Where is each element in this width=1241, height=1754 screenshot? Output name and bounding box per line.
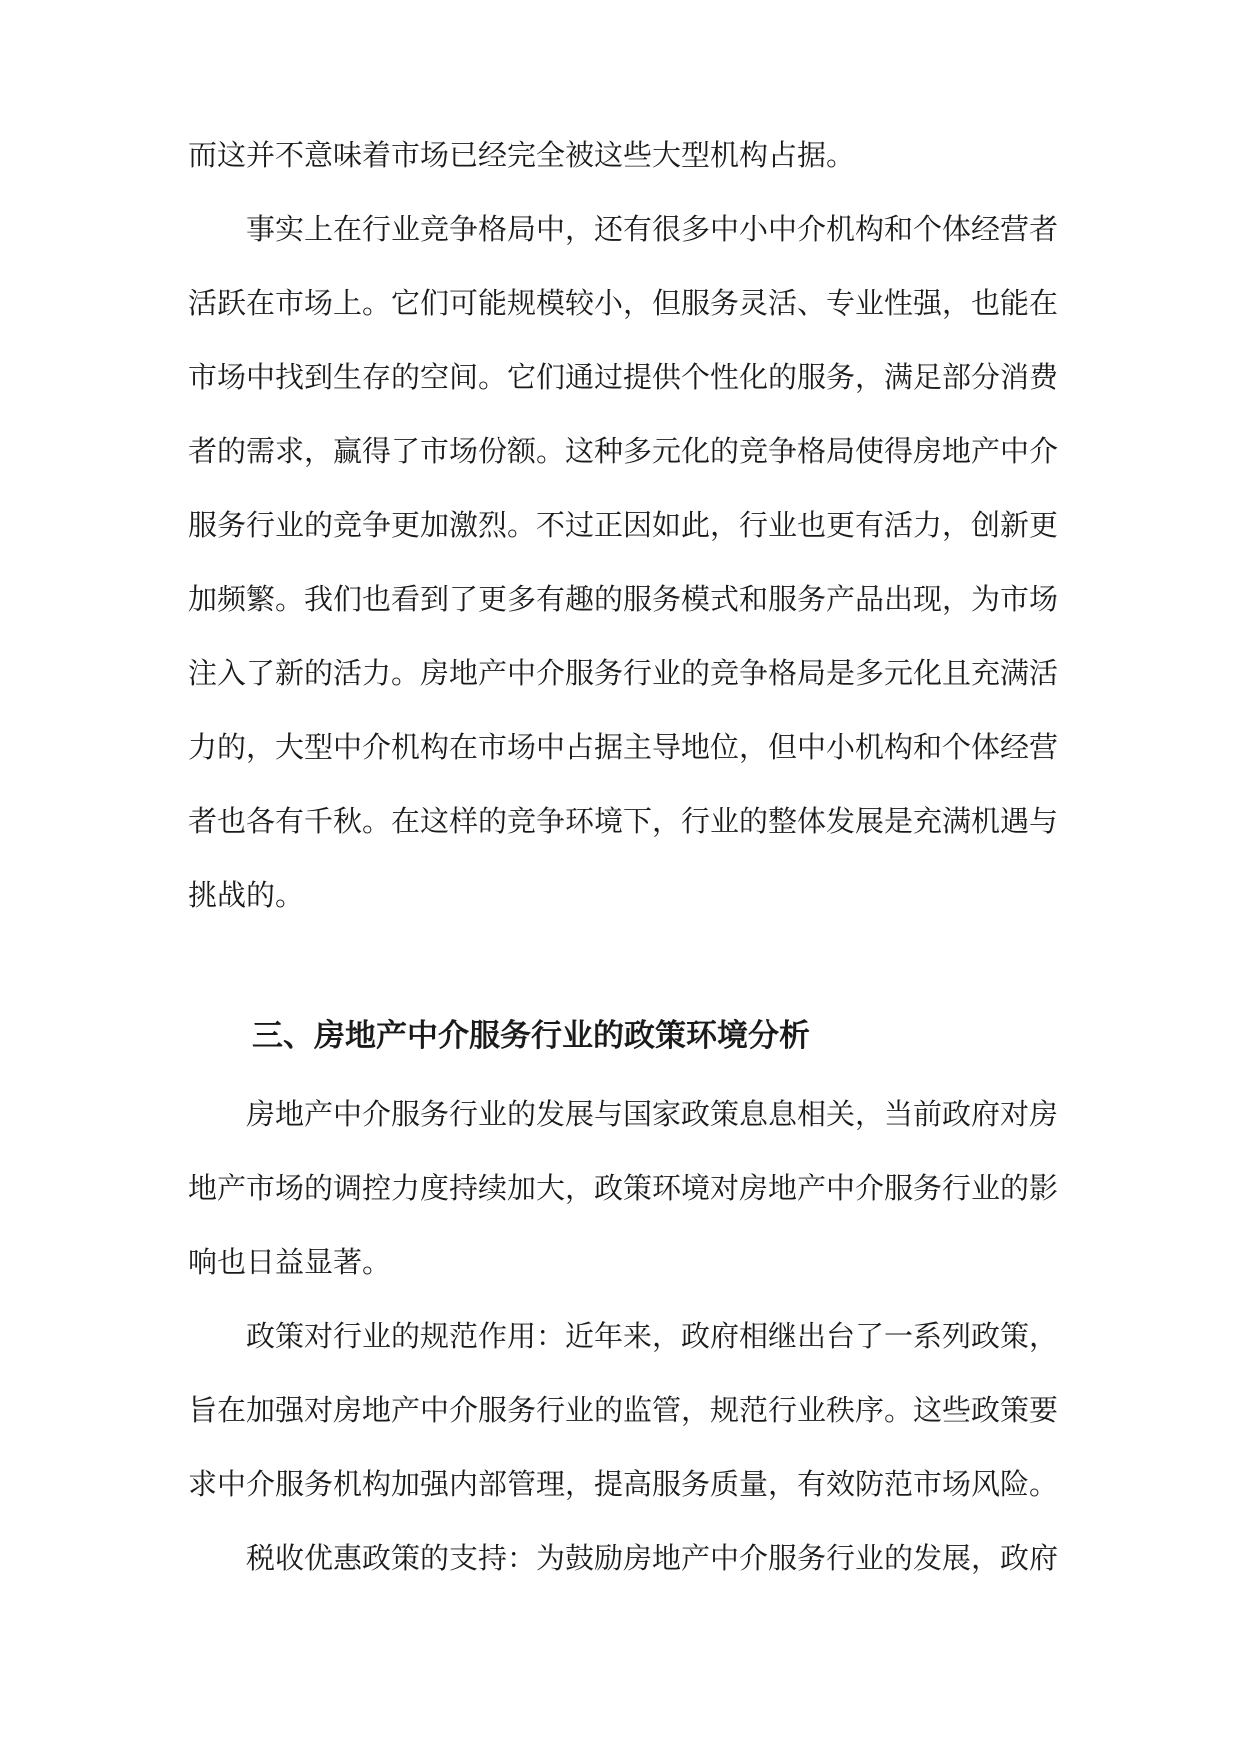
text-line: 房地产中介服务行业的发展与国家政策息息相关，当前政府对房 — [246, 1097, 1059, 1131]
text-line: 活跃在市场上。它们可能规模较小，但服务灵活、专业性强，也能在 — [188, 286, 1059, 320]
text-line: 者也各有千秋。在这样的竞争环境下，行业的整体发展是充满机遇与 — [188, 804, 1059, 838]
text-line: 注入了新的活力。房地产中介服务行业的竞争格局是多元化且充满活 — [188, 656, 1059, 690]
text-line: 力的，大型中介机构在市场中占据主导地位，但中小机构和个体经营 — [188, 730, 1059, 764]
text-line: 地产市场的调控力度持续加大，政策环境对房地产中介服务行业的影 — [188, 1171, 1059, 1205]
paragraph-competition — [188, 192, 1059, 932]
section-heading: 三、房地产中介服务行业的政策环境分析 — [252, 1018, 810, 1054]
text-line: 政策对行业的规范作用：近年来，政府相继出台了一系列政策， — [246, 1319, 1059, 1353]
text-line: 服务行业的竞争更加激烈。不过正因如此，行业也更有活力，创新更 — [188, 508, 1059, 542]
text-line: 税收优惠政策的支持：为鼓励房地产中介服务行业的发展，政府 — [246, 1541, 1059, 1575]
text-line: 求中介服务机构加强内部管理，提高服务质量，有效防范市场风险。 — [188, 1467, 1059, 1501]
paragraph-policy-regulation — [188, 1299, 1059, 1521]
text-line: 而这并不意味着市场已经完全被这些大型机构占据。 — [188, 138, 856, 172]
paragraph-continuation — [188, 118, 1056, 192]
paragraph-policy-intro — [188, 1077, 1059, 1299]
paragraph-tax-policy — [188, 1521, 1059, 1595]
text-line: 响也日益显著。 — [188, 1245, 392, 1279]
text-line: 加频繁。我们也看到了更多有趣的服务模式和服务产品出现，为市场 — [188, 582, 1059, 616]
text-line: 市场中找到生存的空间。它们通过提供个性化的服务，满足部分消费 — [188, 360, 1059, 394]
text-line: 旨在加强对房地产中介服务行业的监管，规范行业秩序。这些政策要 — [188, 1393, 1059, 1427]
text-line: 事实上在行业竞争格局中，还有很多中小中介机构和个体经营者 — [246, 212, 1059, 246]
text-line: 挑战的。 — [188, 878, 305, 912]
text-line: 者的需求，赢得了市场份额。这种多元化的竞争格局使得房地产中介 — [188, 434, 1059, 468]
